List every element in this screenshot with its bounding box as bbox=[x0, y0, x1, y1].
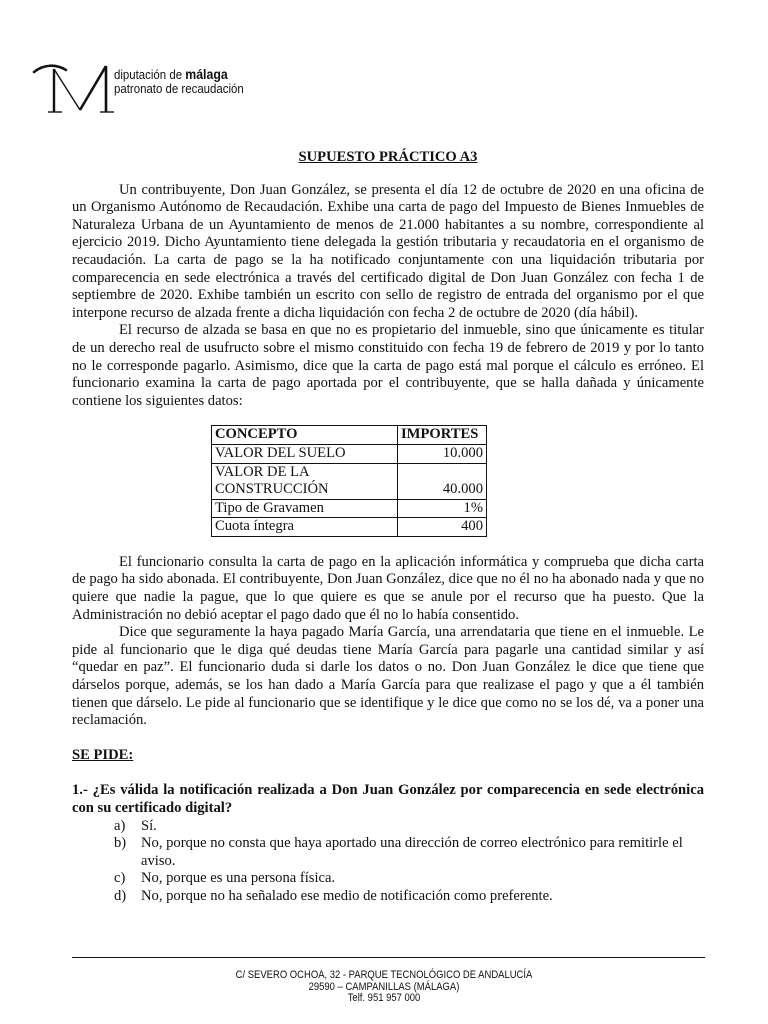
logo-org-bold: málaga bbox=[185, 66, 228, 82]
paragraph-1: Un contribuyente, Don Juan González, se presenta el día 12 de octubre de 2020 en una oficina de un Organismo Autónomo de Recaudación. Exhibe una carta de pago del Impuesto de Bienes Inmuebles de Naturaleza Urbana de un Ayuntamiento de menos de 21.000 habitantes a su nombre, correspondiente al ejercicio 2019. Dicho Ayuntamiento tiene delegada la gestión tributaria y recaudatoria en el organismo de recaudación. La carta de pago se la ha notificado conjuntamente con una liquidación tributaria por comparecencia en sede electrónica a través del certificado digital de Don Juan González con fecha 1 de septiembre de 2020. Exhibe también un escrito con sello de registro de entrada del organismo por el que interpone recurso de alzada frente a dicha liquidación con fecha 2 de octubre de 2020 (día hábil). bbox=[72, 181, 704, 321]
table-cell-concept: Cuota íntegra bbox=[212, 518, 398, 537]
option-letter: a) bbox=[114, 817, 126, 834]
table-cell-amount: 1% bbox=[398, 499, 487, 518]
table-header-importes: IMPORTES bbox=[398, 426, 487, 445]
table-cell-amount: 400 bbox=[398, 518, 487, 537]
option-item bbox=[114, 835, 704, 870]
footer-divider bbox=[72, 957, 705, 958]
page-title: SUPUESTO PRÁCTICO A3 bbox=[298, 149, 478, 165]
logo-text bbox=[114, 67, 244, 96]
paragraph-2: El recurso de alzada se basa en que no es propietario del inmueble, sino que únicamente es titular de un derecho real de usufructo sobre el mismo constituido con fecha 19 de febrero de 2019 y por lo tanto no le corresponde pagarlo. Asimismo, dice que la carta de pago está mal porque el cálculo es erróneo. El funcionario examina la carta de pago aportada por el contribuyente, que se halla dañada y únicamente contiene los siguientes datos: bbox=[72, 322, 704, 409]
paragraph-3: El funcionario consulta la carta de pago en la aplicación informática y comprueba que dicha carta de pago ha sido abonada. El contribuyente, Don Juan González, dice que no él no ha abonado nada y que no quiere que nadie la pague, que lo que quiere es que se anule por el recurso que ha puesto. Que la Administración no debió aceptar el pago dado que él no lo había consentido. bbox=[72, 553, 704, 623]
page-footer bbox=[0, 970, 768, 1005]
option-text: Sí. bbox=[141, 817, 157, 834]
option-item bbox=[114, 888, 704, 906]
table-cell-amount: 40.000 bbox=[398, 463, 487, 499]
footer-address: C/ SEVERO OCHOA, 32 - PARQUE TECNOLÓGICO DE ANDALUCÍA bbox=[235, 969, 533, 981]
table-cell-concept: VALOR DE LA CONSTRUCCIÓN bbox=[212, 463, 398, 499]
table-row bbox=[212, 499, 487, 518]
logo-m-icon bbox=[30, 60, 116, 116]
table-header-row bbox=[212, 426, 487, 445]
option-item bbox=[114, 870, 704, 888]
organization-logo bbox=[30, 60, 270, 120]
section-title: SE PIDE: bbox=[72, 746, 134, 763]
table-row bbox=[212, 444, 487, 463]
option-text: No, porque no consta que haya aportado una dirección de correo electrónico para remitirle el aviso. bbox=[141, 835, 683, 869]
document-body bbox=[72, 149, 704, 906]
logo-org-prefix: diputación de bbox=[114, 67, 186, 82]
footer-postal: 29590 – CAMPANILLAS (MÁLAGA) bbox=[308, 980, 460, 993]
option-text: No, porque es una persona física. bbox=[141, 870, 336, 887]
question-text: 1.- ¿Es válida la notificación realizada a Don Juan González por comparecencia en sede electrónica con su certificado digital? bbox=[72, 782, 704, 816]
payment-data-table bbox=[211, 425, 487, 537]
option-letter: c) bbox=[114, 870, 126, 887]
table-header-concepto: CONCEPTO bbox=[212, 426, 398, 445]
table-cell-concept: VALOR DEL SUELO bbox=[212, 444, 398, 463]
option-letter: d) bbox=[114, 887, 127, 904]
option-item bbox=[114, 818, 704, 836]
paragraph-4: Dice que seguramente la haya pagado María García, una arrendataria que tiene en el inmueble. Le pide al funcionario que le diga qué deudas tiene María García para pagarle una cantidad similar y así “quedar en paz”. El funcionario duda si darle los datos o no. Don Juan González le dice que tiene que dárselos porque, además, se los han dado a María García para que realizase el pago y que a él también tienen que dárselo. Le pide al funcionario que se identifique y le dice que como no se los dé, va a poner una reclamación. bbox=[72, 624, 704, 729]
footer-phone: Telf. 951 957 000 bbox=[347, 992, 421, 1004]
logo-org-sub: patronato de recaudación bbox=[114, 81, 244, 96]
table-row bbox=[212, 463, 487, 499]
option-letter: b) bbox=[114, 835, 127, 852]
option-text: No, porque no ha señalado ese medio de notificación como preferente. bbox=[141, 887, 553, 904]
table-cell-amount: 10.000 bbox=[398, 444, 487, 463]
answer-options bbox=[72, 818, 704, 906]
logo-line-1 bbox=[114, 67, 244, 82]
table-cell-concept: Tipo de Gravamen bbox=[212, 499, 398, 518]
table-row bbox=[212, 518, 487, 537]
